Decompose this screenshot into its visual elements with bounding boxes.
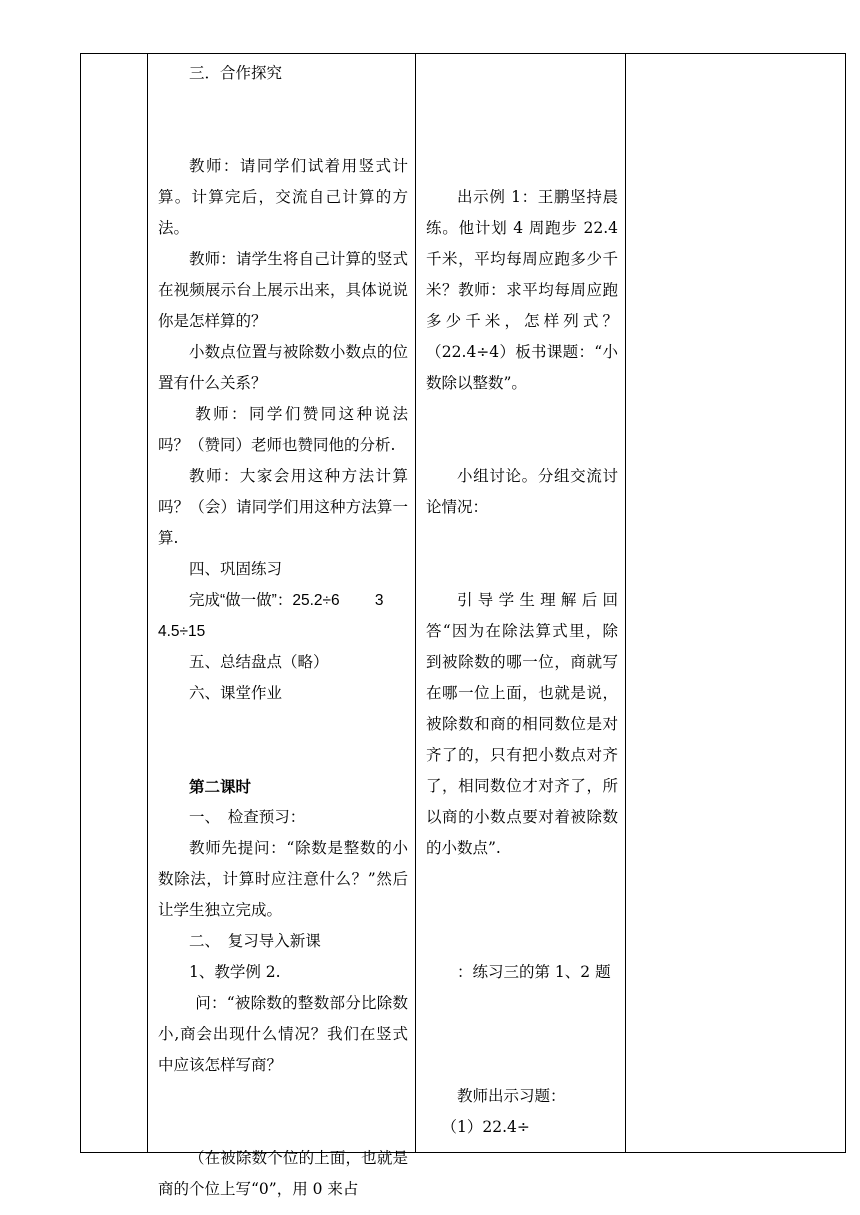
- lesson-2-title: 第二课时: [189, 777, 252, 796]
- section-5-heading: 五、总结盘点（略）: [189, 653, 329, 671]
- table-border-col1: [147, 53, 148, 1153]
- exercise-line: 完成“做一做”：25.2÷6 3: [189, 592, 384, 609]
- paragraph: 问：“被除数的整数部分比除数小,商会出现什么情况？我们在竖式中应该怎样写商？: [158, 994, 408, 1074]
- paragraph: 教师：请同学们试着用竖式计算。计算完后，交流自己计算的方法。: [158, 157, 408, 237]
- paragraph: 小数点位置与被除数小数点的位置有什么关系？: [158, 343, 408, 392]
- paragraph: 教师：同学们赞同这种说法吗？（赞同）老师也赞同他的分析.: [158, 405, 408, 454]
- exercise-line-cont: 4.5÷15: [158, 623, 206, 640]
- table-border-left: [80, 53, 81, 1153]
- notes-cell: [426, 182, 618, 1143]
- teaching-process-cell: [158, 58, 408, 1205]
- paragraph: ：练习三的第 1、2 题: [457, 963, 611, 981]
- table-border-right: [845, 53, 846, 1153]
- paragraph: 小组讨论。分组交流讨论情况：: [426, 467, 618, 516]
- paragraph: （1）22.4÷: [441, 1118, 530, 1136]
- lesson-2-section-1: 一、 检查预习：: [189, 808, 306, 826]
- paragraph: 教师：请学生将自己计算的竖式在视频展示台上展示出来，具体说说你是怎样算的？: [158, 250, 408, 330]
- paragraph: 教师出示习题：: [457, 1087, 566, 1105]
- table-top-border: [80, 53, 846, 54]
- paragraph: （在被除数个位的上面，也就是商的个位上写“0”，用 0 来占: [158, 1149, 408, 1198]
- paragraph: 教师先提问：“除数是整数的小数除法，计算时应注意什么？”然后让学生独立完成。: [158, 839, 408, 919]
- section-3-heading: 三．合作探究: [189, 64, 283, 82]
- table-border-col3: [625, 53, 626, 1153]
- paragraph: 教师：大家会用这种方法计算吗？（会）请同学们用这种方法算一算.: [158, 467, 408, 547]
- lesson-2-section-2: 二、 复习导入新课: [189, 932, 321, 950]
- paragraph: 引导学生理解后回答“因为在除法算式里，除到被除数的哪一位，商就写在哪一位上面，也就是说，被除数和商的相同数位是对齐了的，只有把小数点对齐了，相同数位才对齐了，所以商的小数点要对着被除数的小数点”.: [426, 591, 618, 857]
- paragraph: 出示例 1：王鹏坚持晨练。他计划 4 周跑步 22.4 千米，平均每周应跑多少千米？教师：求平均每周应跑多少千米，怎样列式？（22.4÷4）板书课题：“小数除以整数”。: [426, 188, 618, 392]
- lesson-2-item-1: 1、教学例 2.: [189, 963, 281, 981]
- table-border-col2: [415, 53, 416, 1153]
- section-6-heading: 六、课堂作业: [189, 684, 283, 702]
- section-4-heading: 四、巩固练习: [189, 560, 283, 578]
